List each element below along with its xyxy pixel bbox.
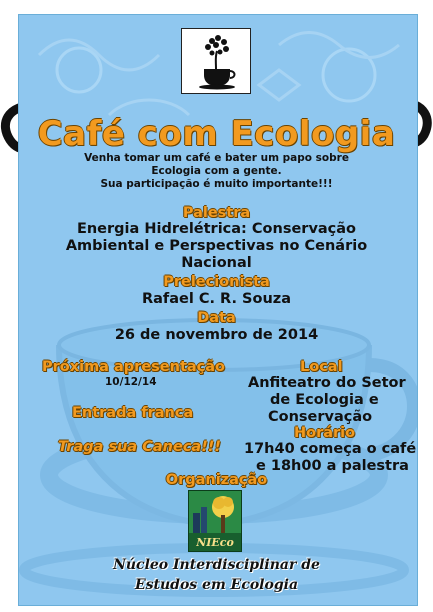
prelecionista-label: Prelecionista	[163, 274, 270, 290]
palestra-line-3: Nacional	[181, 255, 252, 271]
data-value: 26 de novembro de 2014	[114, 327, 319, 343]
palestra-line-1: Energia Hidrelétrica: Conservação	[76, 221, 357, 237]
prelecionista-name: Rafael C. R. Souza	[141, 291, 292, 307]
local-line-1: Anfiteatro do Setor	[248, 375, 406, 391]
organizacao-label: Organização	[165, 472, 268, 488]
palestra-label: Palestra	[182, 205, 251, 221]
horario-label: Horário	[294, 425, 356, 441]
palestra-line-2: Ambiental e Perspectivas no Cenário	[65, 238, 368, 254]
local-line-3: Conservação	[268, 409, 373, 425]
entrada-franca: Entrada franca	[72, 405, 194, 421]
data-label: Data	[197, 310, 236, 326]
coffee-cup-tree-logo	[181, 28, 251, 94]
intro-line-3: Sua participação é muito importante!!!	[100, 178, 333, 190]
proxima-value: 10/12/14	[105, 376, 157, 388]
proxima-label: Próxima apresentação	[42, 359, 225, 375]
organization-name-line-2: Estudos em Ecologia	[134, 577, 299, 593]
coffee-cup-tree-icon	[182, 29, 250, 93]
intro-line-1: Venha tomar um café e bater um papo sobre	[84, 152, 349, 164]
intro-line-2: Ecologia com a gente.	[151, 165, 282, 177]
nieco-logo	[188, 490, 242, 552]
page-title: Café com Ecologia	[37, 114, 396, 154]
horario-line-1: 17h40 começa o café	[244, 441, 417, 457]
traga-caneca: Traga sua Caneca!!!	[58, 439, 222, 455]
organization-name-line-1: Núcleo Interdisciplinar de	[113, 557, 320, 573]
local-label: Local	[300, 359, 343, 375]
local-line-2: de Ecologia e	[270, 392, 379, 408]
horario-line-2: e 18h00 a palestra	[256, 458, 409, 474]
nieco-logo-text: NIEco	[196, 536, 234, 549]
